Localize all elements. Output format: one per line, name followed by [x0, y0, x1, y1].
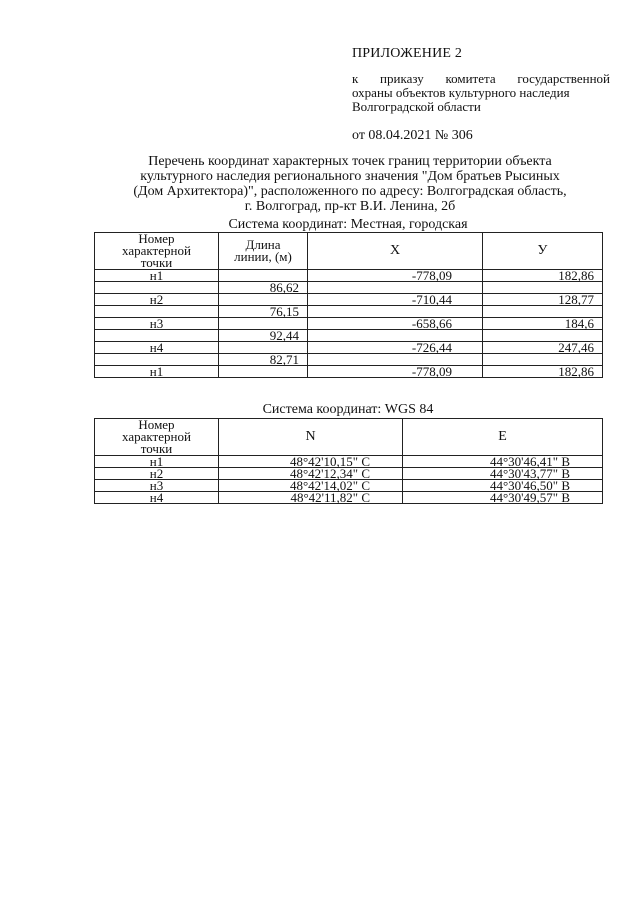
table-row: 92,44 — [95, 330, 603, 342]
x-header: X — [308, 233, 483, 270]
table-row: н3 48°42'14,02" С 44°30'46,50" В — [95, 480, 603, 492]
heading-line-1: Перечень координат характерных точек границ территории объекта — [148, 154, 552, 169]
heading-line-4: г. Волгоград, пр-кт В.И. Ленина, 2б — [244, 199, 456, 214]
table-row: н3 -658,66 184,6 — [95, 318, 603, 330]
table-row: н4 -726,44 247,46 — [95, 342, 603, 354]
appendix-title: ПРИЛОЖЕНИЕ 2 — [352, 46, 463, 61]
heading-line-3: (Дом Архитектора)", расположенного по адресу: Волгоградская область, — [133, 184, 567, 199]
point-number-header: Номер характерной точки — [95, 419, 219, 456]
table-row: н2 -710,44 128,77 — [95, 294, 603, 306]
table1-caption: Система координат: Местная, городская — [228, 217, 468, 232]
line-length-header: Длина линии, (м) — [219, 233, 308, 270]
point-number-header: Номер характерной точки — [95, 233, 219, 270]
table-row: н1 48°42'10,15" С 44°30'46,41" В — [95, 456, 603, 468]
table-row: н2 48°42'12,34" С 44°30'43,77" В — [95, 468, 603, 480]
order-reference — [352, 72, 610, 114]
n-header: N — [219, 419, 403, 456]
heading-line-2: культурного наследия регионального значения "Дом братьев Рысиных — [140, 169, 560, 184]
table2-header-row — [95, 419, 603, 456]
order-date: от 08.04.2021 № 306 — [352, 128, 473, 143]
table-row: н1 -778,09 182,86 — [95, 270, 603, 282]
table-row: 86,62 — [95, 282, 603, 294]
document-heading — [90, 154, 610, 214]
local-coordinates-table — [94, 232, 603, 378]
wgs84-coordinates-table — [94, 418, 603, 504]
order-line-3: Волгоградской области — [352, 99, 481, 114]
table1-header-row — [95, 233, 603, 270]
e-header: E — [403, 419, 603, 456]
table-row: 76,15 — [95, 306, 603, 318]
table-row: 82,71 — [95, 354, 603, 366]
order-line-1: к приказу комитета государственной — [352, 71, 610, 86]
table-row: н4 48°42'11,82" С 44°30'49,57" В — [95, 492, 603, 504]
table2-caption: Система координат: WGS 84 — [262, 402, 434, 417]
order-line-2: охраны объектов культурного наследия — [352, 85, 570, 100]
table-row: н1 -778,09 182,86 — [95, 366, 603, 378]
y-header: У — [483, 233, 603, 270]
